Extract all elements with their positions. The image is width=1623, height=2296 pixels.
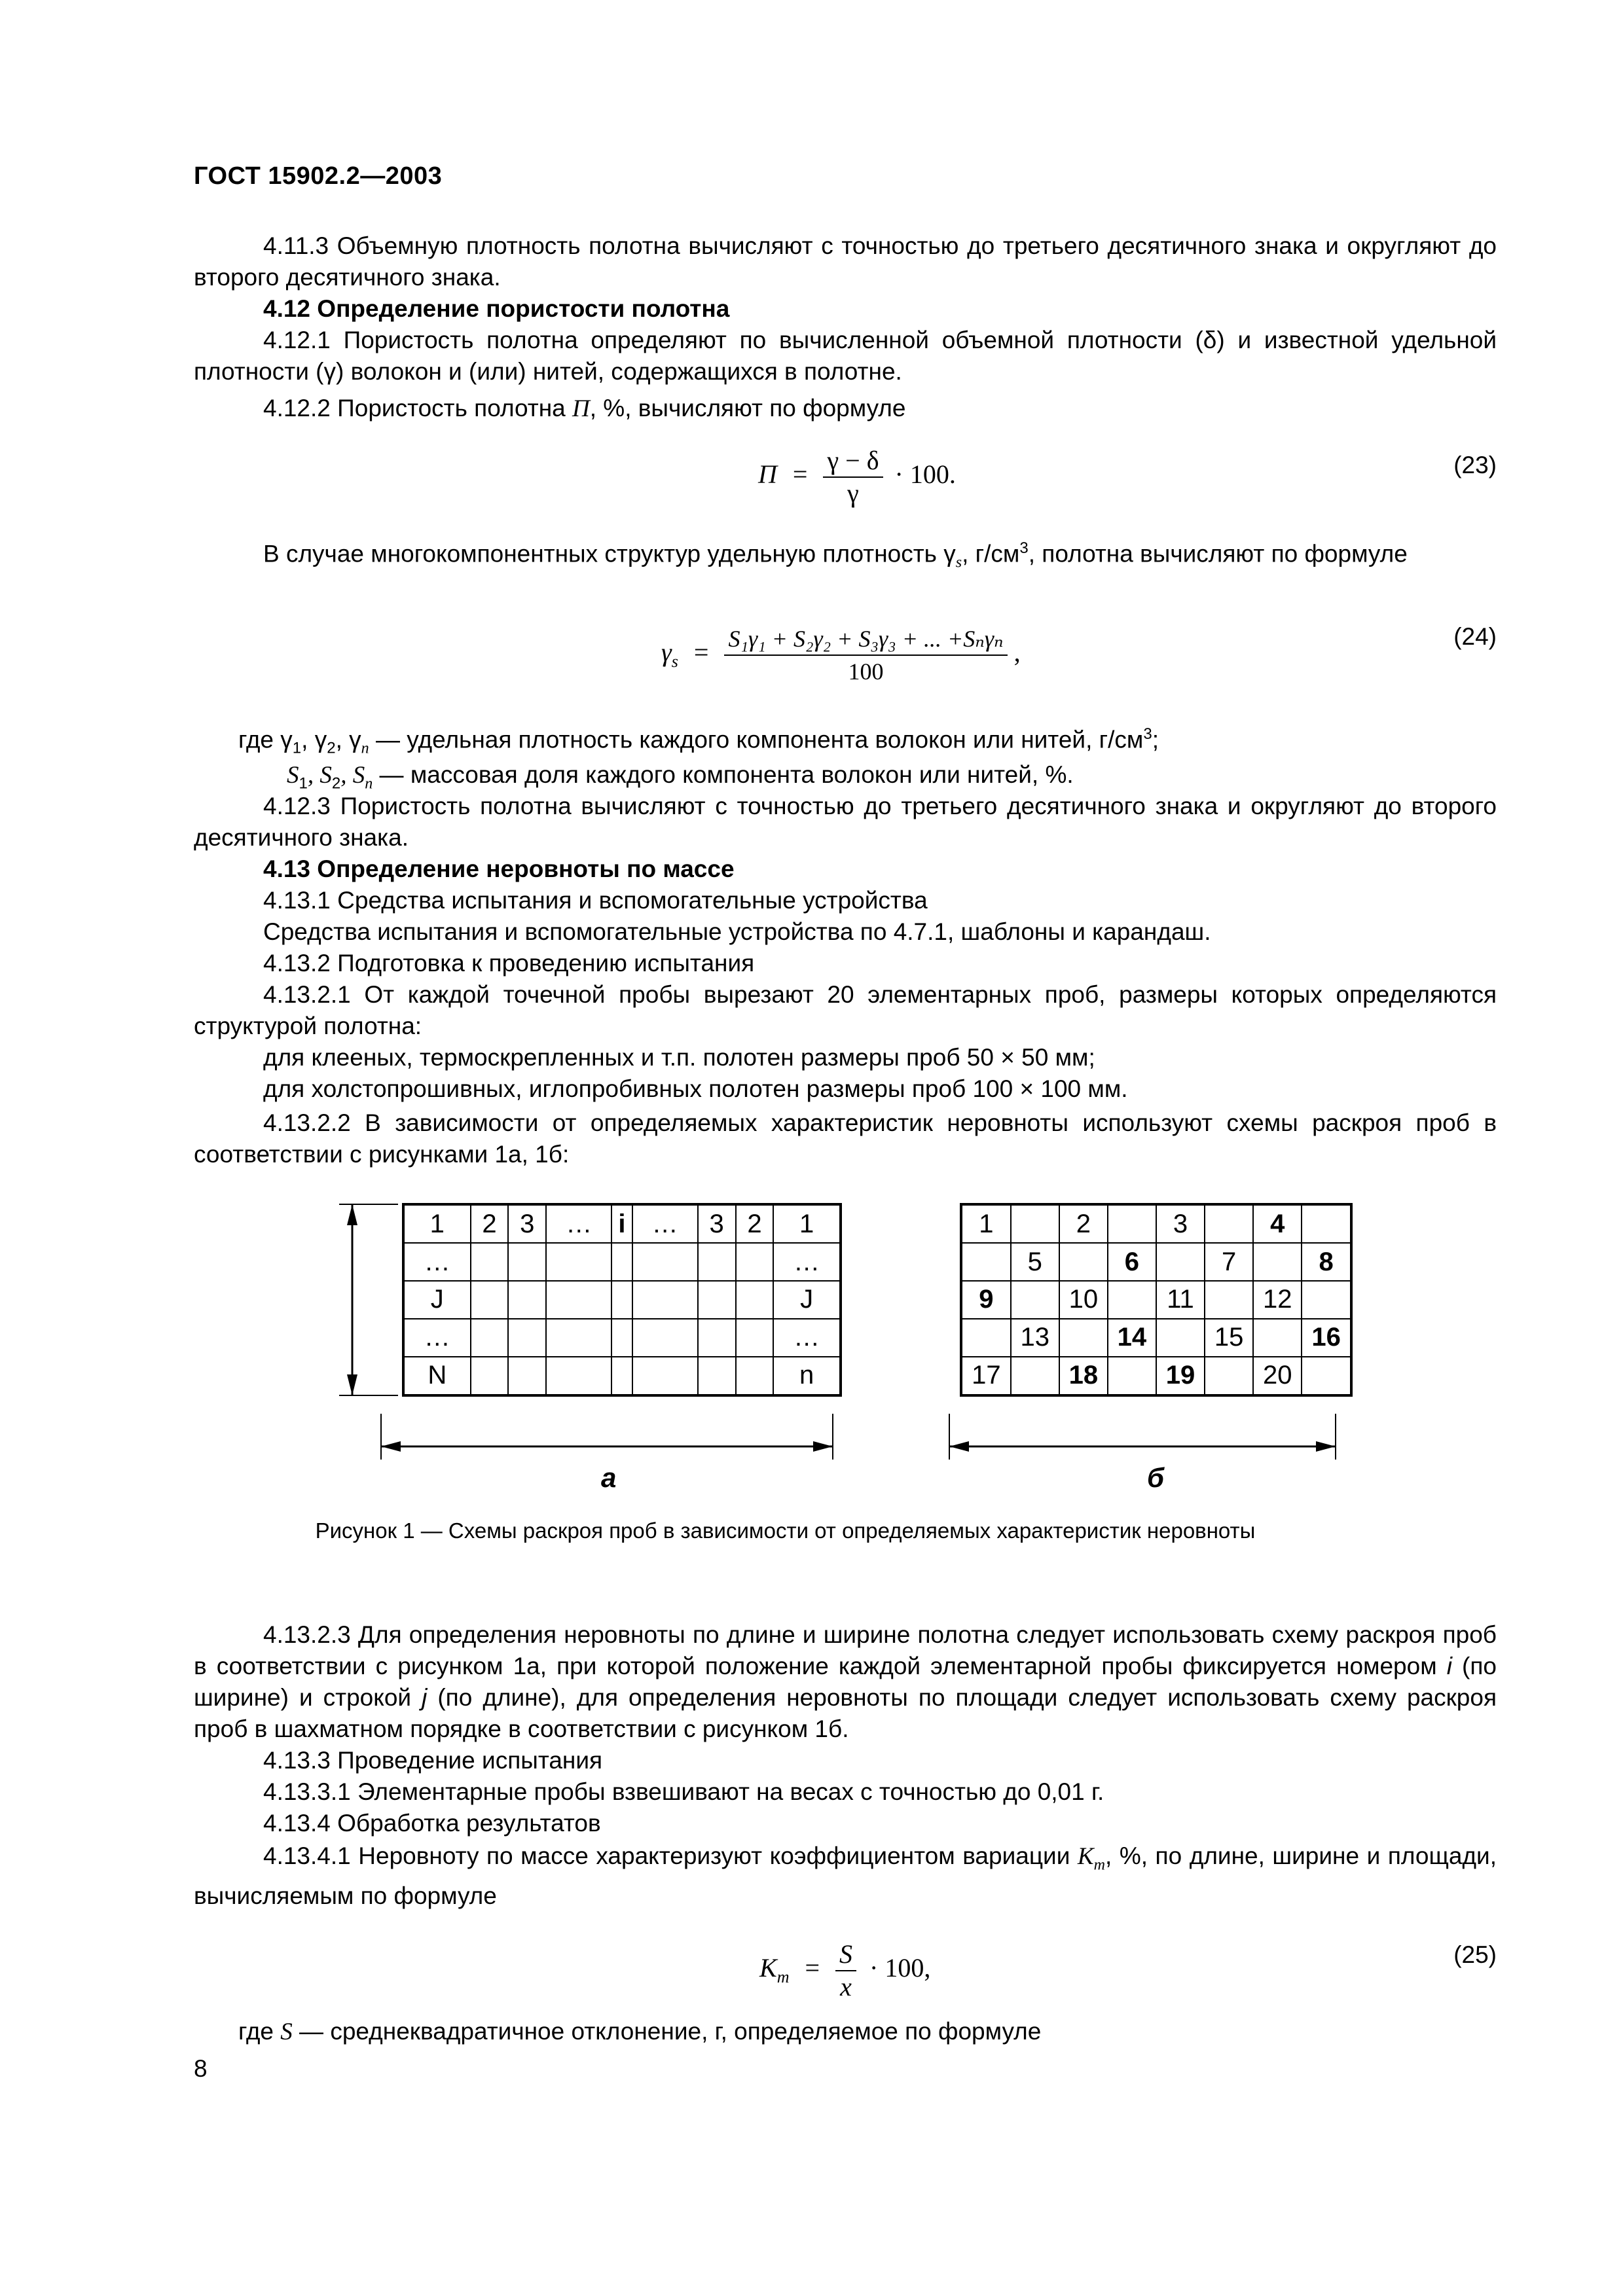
fraction-numerator: γ − δ <box>823 445 883 478</box>
text: — среднеквадратичное отклонение, г, определяемое по формуле <box>292 2018 1042 2045</box>
grid-cell: … <box>773 1319 841 1357</box>
figure-1a-grid <box>402 1203 842 1397</box>
grid-cell <box>1108 1204 1156 1243</box>
grid-cell <box>1302 1281 1351 1319</box>
grid-cell <box>1253 1319 1302 1357</box>
grid-cell <box>961 1319 1011 1357</box>
grid-cell <box>1108 1281 1156 1319</box>
grid-cell <box>508 1281 546 1319</box>
grid-cell <box>471 1243 509 1281</box>
grid-cell <box>508 1243 546 1281</box>
grid-cell <box>1302 1204 1351 1243</box>
formula-fraction <box>724 623 1007 687</box>
grid-cell <box>1011 1204 1059 1243</box>
paragraph-4-11-3: 4.11.3 Объемную плотность полотна вычисляют с точностью до третьего десятичного знака и округляют до второго десятичного знака. <box>194 232 1497 291</box>
grid-cell: J <box>403 1281 471 1319</box>
grid-cell: 8 <box>1302 1243 1351 1281</box>
paragraph-4-13-1: 4.13.1 Средства испытания и вспомогательные устройства <box>263 887 928 914</box>
grid-cell: i <box>611 1204 632 1243</box>
grid-cell <box>508 1357 546 1395</box>
paragraph-4-13-4-1 <box>194 1840 1497 1912</box>
grid-row <box>961 1319 1351 1357</box>
text: — массовая доля каждого компонента волокон или нитей, %. <box>373 761 1074 788</box>
grid-cell: … <box>632 1204 698 1243</box>
text: , полотна вычисляют по формуле <box>1028 540 1408 567</box>
grid-cell <box>961 1243 1011 1281</box>
where-s-deviation <box>238 2016 1041 2048</box>
grid-cell: 7 <box>1205 1243 1253 1281</box>
grid-cell <box>546 1243 611 1281</box>
text: — удельная плотность каждого компонента волокон или нитей, г/см <box>369 726 1144 753</box>
where-s: $S_1$, $S_2$, $S_n$ — массовая доля каждого компонента волокон или нитей, %. <box>287 761 1074 793</box>
grid-cell: 18 <box>1059 1357 1108 1395</box>
grid-cell <box>736 1281 774 1319</box>
where-gamma: где $\gamma_1$, $\gamma_2$, $\gamma_n$ — удельная плотность каждого компонента волокон или нитей, $г/см^3$; <box>238 725 1159 757</box>
subscript: m <box>1093 1856 1105 1874</box>
grid-cell: 11 <box>1156 1281 1205 1319</box>
figure-label-b: б <box>1147 1462 1165 1493</box>
page-number: 8 <box>194 2055 208 2082</box>
text: 4.13.4.1 Неровноту по массе характеризуют коэффициентом вариации <box>263 1842 1078 1869</box>
formula-fraction <box>835 1939 856 2003</box>
grid-cell <box>471 1319 509 1357</box>
grid-cell: 13 <box>1011 1319 1059 1357</box>
formula-tail: · 100. <box>894 459 956 490</box>
symbol-s: S <box>280 2018 293 2045</box>
text: ; <box>1152 726 1159 753</box>
grid-cell <box>1108 1357 1156 1395</box>
document-header: ГОСТ 15902.2—2003 <box>194 162 443 190</box>
grid-cell <box>611 1281 632 1319</box>
paragraph-4-13-2-1-a: для клееных, термоскрепленных и т.п. полотен размеры проб 50 × 50 мм; <box>263 1044 1095 1071</box>
grid-cell: 1 <box>961 1204 1011 1243</box>
fraction-numerator: S₁γ₁ + S₂γ₂ + S₃γ₃ + ... +Sₙγₙ <box>724 623 1007 656</box>
heading-4-13: 4.13 Определение неровноты по массе <box>263 855 735 882</box>
grid-cell <box>1011 1357 1059 1395</box>
grid-cell: J <box>773 1281 841 1319</box>
grid-cell <box>1205 1204 1253 1243</box>
grid-cell: 4 <box>1253 1204 1302 1243</box>
text: (по ширине) и строкой <box>194 1653 1497 1711</box>
grid-cell: 3 <box>1156 1204 1205 1243</box>
figure-label-a: а <box>601 1462 617 1493</box>
formula-lhs: K <box>759 1953 777 1983</box>
grid-cell <box>471 1281 509 1319</box>
symbol-k: K <box>1077 1843 1094 1870</box>
grid-cell: … <box>403 1319 471 1357</box>
formula-tail: , <box>1013 637 1021 668</box>
grid-row <box>403 1357 841 1395</box>
grid-cell <box>546 1281 611 1319</box>
formula-tail: · 100, <box>869 1953 931 1983</box>
paragraph-4-13-1-b: Средства испытания и вспомогательные устройства по 4.7.1, шаблоны и карандаш. <box>263 918 1211 945</box>
grid-cell: … <box>546 1204 611 1243</box>
grid-row <box>403 1281 841 1319</box>
heading-4-12: 4.12 Определение пористости полотна <box>263 295 730 322</box>
text: , γ <box>301 726 327 753</box>
grid-cell <box>632 1281 698 1319</box>
formula-25 <box>759 1939 930 2003</box>
fraction-denominator: γ <box>847 478 859 508</box>
grid-cell: 16 <box>1302 1319 1351 1357</box>
paragraph-4-13-2-1: 4.13.2.1 От каждой точечной пробы вырезают 20 элементарных проб, размеры которых определяются структурой полотна: <box>194 981 1497 1039</box>
text: где <box>238 2018 281 2045</box>
fraction-denominator: 100 <box>848 658 884 685</box>
grid-cell: 17 <box>961 1357 1011 1395</box>
grid-cell <box>632 1243 698 1281</box>
grid-cell: 20 <box>1253 1357 1302 1395</box>
text: , %, по длине, ширине и площади, вычисляемым по формуле <box>194 1842 1497 1910</box>
grid-cell: 5 <box>1011 1243 1059 1281</box>
grid-cell <box>736 1319 774 1357</box>
formula-24 <box>661 623 1021 687</box>
paragraph-4-13-4: 4.13.4 Обработка результатов <box>263 1810 601 1837</box>
fraction-numerator: S <box>835 1939 856 1971</box>
grid-cell: 3 <box>698 1204 736 1243</box>
grid-cell <box>546 1357 611 1395</box>
subscript: s <box>955 554 962 571</box>
grid-cell: … <box>773 1243 841 1281</box>
grid-cell: 1 <box>403 1204 471 1243</box>
grid-cell <box>508 1319 546 1357</box>
formula-lhs: γ <box>661 637 672 668</box>
paragraph-4-13-2-2: 4.13.2.2 В зависимости от определяемых характеристик неровноты используют схемы раскроя проб в соответствии с рисунками 1а, 1б: <box>194 1109 1497 1168</box>
text: 4.12.2 Пористость полотна <box>263 395 572 422</box>
grid-cell: N <box>403 1357 471 1395</box>
paragraph-4-13-2: 4.13.2 Подготовка к проведению испытания <box>263 950 755 977</box>
grid-cell <box>1156 1319 1205 1357</box>
grid-cell: 1 <box>773 1204 841 1243</box>
paragraph-4-13-3: 4.13.3 Проведение испытания <box>263 1747 603 1774</box>
paragraph-multicomponent <box>194 533 1497 579</box>
grid-row <box>403 1319 841 1357</box>
text: , S <box>340 762 365 789</box>
grid-cell <box>611 1319 632 1357</box>
figure-1b-grid <box>960 1203 1353 1397</box>
formula-lhs-subscript: m <box>776 1967 790 1987</box>
grid-cell <box>698 1319 736 1357</box>
grid-cell <box>736 1243 774 1281</box>
grid-cell: 19 <box>1156 1357 1205 1395</box>
grid-cell <box>546 1319 611 1357</box>
grid-cell: 2 <box>471 1204 509 1243</box>
grid-row <box>961 1281 1351 1319</box>
equation-number-23: (23) <box>1453 452 1497 478</box>
text: , %, вычисляют по формуле <box>589 395 906 422</box>
grid-cell <box>471 1357 509 1395</box>
grid-cell: 6 <box>1108 1243 1156 1281</box>
text: где γ <box>238 726 293 753</box>
grid-row <box>403 1243 841 1281</box>
grid-cell <box>632 1357 698 1395</box>
grid-cell <box>1302 1357 1351 1395</box>
grid-cell: 2 <box>1059 1204 1108 1243</box>
text: 4.13.2.3 Для определения неровноты по длине и ширине полотна следует использовать схему раскроя проб в соответствии с рисунком 1а, при которой положение каждой элементарной пробы фиксируется номером <box>194 1621 1497 1679</box>
grid-cell <box>698 1357 736 1395</box>
grid-cell: … <box>403 1243 471 1281</box>
grid-cell <box>736 1357 774 1395</box>
grid-cell <box>611 1357 632 1395</box>
symbol-i: i <box>1446 1653 1452 1679</box>
text: (по длине), для определения неровноты по площади следует использовать схему раскроя проб в шахматном порядке в соответствии с рисунком 1б. <box>194 1684 1497 1742</box>
formula-23 <box>758 445 956 509</box>
grid-row <box>961 1204 1351 1243</box>
text: , S <box>307 762 332 789</box>
grid-cell <box>1205 1357 1253 1395</box>
grid-row <box>961 1357 1351 1395</box>
grid-cell <box>1059 1243 1108 1281</box>
equation-number-24: (24) <box>1453 623 1497 650</box>
grid-cell <box>611 1243 632 1281</box>
grid-cell: 14 <box>1108 1319 1156 1357</box>
grid-cell <box>1253 1243 1302 1281</box>
grid-cell <box>1205 1281 1253 1319</box>
grid-cell: 9 <box>961 1281 1011 1319</box>
symbol-porosity: П <box>572 395 590 422</box>
grid-cell: 15 <box>1205 1319 1253 1357</box>
grid-cell: 2 <box>736 1204 774 1243</box>
fraction-denominator: x <box>840 1972 852 2001</box>
formula-lhs-subscript: s <box>671 652 678 672</box>
grid-cell: n <box>773 1357 841 1395</box>
grid-cell <box>1059 1319 1108 1357</box>
formula-eq: = <box>693 637 709 668</box>
equation-number-25: (25) <box>1453 1941 1497 1968</box>
formula-lhs: П <box>758 459 777 490</box>
text: , γ <box>335 726 361 753</box>
paragraph-4-13-2-3 <box>194 1619 1497 1745</box>
paragraph-4-13-2-1-b: для холстопрошивных, иглопробивных полотен размеры проб 100 × 100 мм. <box>263 1075 1128 1102</box>
grid-cell: 12 <box>1253 1281 1302 1319</box>
formula-eq: = <box>792 459 808 490</box>
text: В случае многокомпонентных структур удельную плотность γ <box>263 540 956 567</box>
symbol-j: j <box>422 1684 428 1711</box>
grid-cell <box>698 1243 736 1281</box>
superscript: 3 <box>1019 539 1029 557</box>
grid-cell: 10 <box>1059 1281 1108 1319</box>
grid-cell <box>1011 1281 1059 1319</box>
grid-cell: 3 <box>508 1204 546 1243</box>
text: , г/см <box>962 540 1020 567</box>
grid-cell <box>1156 1243 1205 1281</box>
paragraph-4-12-1: 4.12.1 Пористость полотна определяют по вычисленной объемной плотности (δ) и известной удельной плотности (γ) волокон и (или) нитей, содержащихся в полотне. <box>194 327 1497 385</box>
paragraph-4-12-3: 4.12.3 Пористость полотна вычисляют с точностью до третьего десятичного знака и округляют до второго десятичного знака. <box>194 793 1497 851</box>
paragraph-4-12-2 <box>194 393 1497 425</box>
grid-row <box>403 1204 841 1243</box>
formula-fraction <box>823 445 883 509</box>
paragraph-4-13-3-1: 4.13.3.1 Элементарные пробы взвешивают на весах с точностью до 0,01 г. <box>263 1778 1104 1805</box>
figure-caption: Рисунок 1 — Схемы раскроя проб в зависимости от определяемых характеристик неровноты <box>315 1518 1256 1543</box>
grid-cell <box>632 1319 698 1357</box>
grid-cell <box>698 1281 736 1319</box>
formula-eq: = <box>805 1953 820 1983</box>
grid-row <box>961 1243 1351 1281</box>
text: S <box>287 762 299 789</box>
